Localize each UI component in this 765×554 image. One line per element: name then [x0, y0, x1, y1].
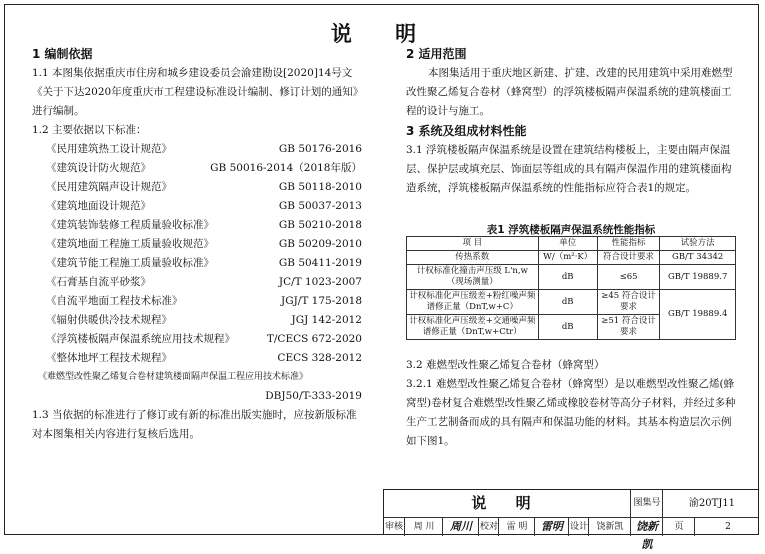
table-cell: dB [538, 265, 597, 290]
standard-item: 《建筑地面工程施工质量验收规范》 GB 50209-2010 [46, 238, 362, 250]
table-cell-merged: GB/T 19889.4 [660, 290, 736, 340]
designer-signature: 饶新凯 [630, 518, 663, 536]
table-header-row [407, 237, 736, 251]
table-cell: 符合设计要求 [597, 251, 660, 265]
standard-item: 《建筑装饰装修工程质量验收标准》 GB 50210-2018 [46, 219, 362, 231]
atlas-number: 渝20TJ11 [662, 490, 761, 517]
reviewer-signature: 周川 [442, 518, 479, 536]
table-cell: 计权标准化撞击声压级 L'n,w（现场测量） [407, 265, 539, 290]
performance-table [406, 236, 736, 340]
section-1-3: 1.3 当依据的标准进行了修订或有新的标准出版实施时，应按新版标准对本图集相关内容进行复核后选用。 [32, 409, 357, 440]
page-title: 说 明 [330, 22, 435, 46]
check-label: 校对 [478, 518, 499, 536]
standard-item: 《自流平地面工程技术标准》 JGJ/T 175-2018 [46, 295, 362, 307]
title-block-name: 说 明 [471, 494, 543, 512]
section-3-2: 3.2 难燃型改性聚乙烯复合卷材（蜂窝型） [406, 359, 605, 371]
table-cell: W/（m²·K） [538, 251, 597, 265]
page-label: 页 [662, 518, 695, 536]
section-1-1: 1.1 本图集依据重庆市住房和城乡建设委员会渝建勘设[2020]14号文《关于下达2020年度重庆市工程建设标准设计编制、修订计划的通知》进行编制。 [32, 67, 358, 117]
atlas-label: 图集号 [630, 490, 663, 517]
standard-item: 《整体地坪工程技术规程》 CECS 328-2012 [46, 352, 362, 364]
table-cell: ≥51 符合设计要求 [597, 315, 660, 340]
right-column-lower [406, 356, 736, 451]
section-3-2-1: 3.2.1 难燃型改性聚乙烯复合卷材（蜂窝型）是以难燃型改性聚乙烯(蜂窝型)卷材复合难燃型改性聚乙烯或橡胶卷材等高分子材料，并经过多种生产工艺制备而成的具有隔声和保温功能的材料。其基本构造层次示例如下图1。 [406, 378, 736, 447]
table-cell: GB/T 34342 [660, 251, 736, 265]
table-cell: ≤65 [597, 265, 660, 290]
title-block-row-2 [384, 518, 759, 551]
table-cell: dB [538, 290, 597, 315]
table-header: 项 目 [407, 237, 539, 251]
title-block [383, 489, 759, 551]
table-cell: 传热系数 [407, 251, 539, 265]
standard-item: 《辐射供暖供冷技术规程》 JGJ 142-2012 [46, 314, 362, 326]
standards-list [32, 140, 362, 406]
standard-item: 《建筑地面设计规范》 GB 50037-2013 [46, 200, 362, 212]
designer-name: 饶新凯 [588, 518, 631, 536]
section-1-heading: 1 编制依据 [32, 47, 93, 61]
table-caption: 表1 浮筑楼板隔声保温系统性能指标 [486, 224, 656, 236]
table-cell: 计权标准化声压级差+交通噪声频谱修正量（DnT,w+Ctr） [407, 315, 539, 340]
table-cell: 计权标准化声压级差+粉红噪声频谱修正量（DnT,w+C） [407, 290, 539, 315]
table-header: 单位 [538, 237, 597, 251]
section-2-text: 本图集适用于重庆地区新建、扩建、改建的民用建筑中采用难燃型改性聚乙烯复合卷材（蜂窝型）的浮筑楼板隔声保温系统的建筑楼面工程的设计与施工。 [406, 67, 733, 117]
standard-item: 《民用建筑热工设计规范》 GB 50176-2016 [46, 143, 362, 155]
standard-item-last-name: 《难燃型改性聚乙烯复合卷材建筑楼面隔声保温工程应用技术标准》 [38, 372, 309, 382]
section-3-heading: 3 系统及组成材料性能 [406, 124, 527, 138]
table-header: 试验方法 [660, 237, 736, 251]
table-row [407, 251, 736, 265]
right-column [406, 44, 736, 198]
review-label: 审核 [384, 522, 403, 532]
table-row [407, 265, 736, 290]
standard-item: 《石膏基自流平砂浆》 JC/T 1023-2007 [46, 276, 362, 288]
table-row [407, 290, 736, 315]
standard-item: 《民用建筑隔声设计规范》 GB 50118-2010 [46, 181, 362, 193]
page-number: 2 [694, 518, 761, 536]
title-block-row-1 [384, 490, 759, 518]
table-cell: ≥45 符合设计要求 [597, 290, 660, 315]
standard-item: 《浮筑楼板隔声保温系统应用技术规程》 T/CECS 672-2020 [46, 333, 362, 345]
checker-signature: 雷明 [534, 518, 569, 536]
standard-item: 《建筑设计防火规范》 GB 50016-2014（2018年版） [46, 162, 362, 174]
checker-name: 雷 明 [498, 518, 535, 536]
section-3-1: 3.1 浮筑楼板隔声保温系统是设置在建筑结构楼板上，主要由隔声保温层、保护层或填充层、饰面层等组成的具有隔声保温作用的建筑楼面构造系统，浮筑楼板隔声保温系统的性能指标应符合表1的规定。 [406, 144, 732, 194]
table-cell: dB [538, 315, 597, 340]
design-label: 设计 [568, 518, 589, 536]
section-1-2: 1.2 主要依据以下标准： [32, 124, 147, 136]
reviewer-name: 周 川 [404, 518, 443, 536]
standard-item: 《建筑节能工程施工质量验收标准》 GB 50411-2019 [46, 257, 362, 269]
standard-item-last-code: DBJ50/T-333-2019 [265, 390, 362, 402]
left-column [32, 44, 362, 444]
table-header: 性能指标 [597, 237, 660, 251]
section-2-heading: 2 适用范围 [406, 47, 467, 61]
table-cell: GB/T 19889.7 [660, 265, 736, 290]
